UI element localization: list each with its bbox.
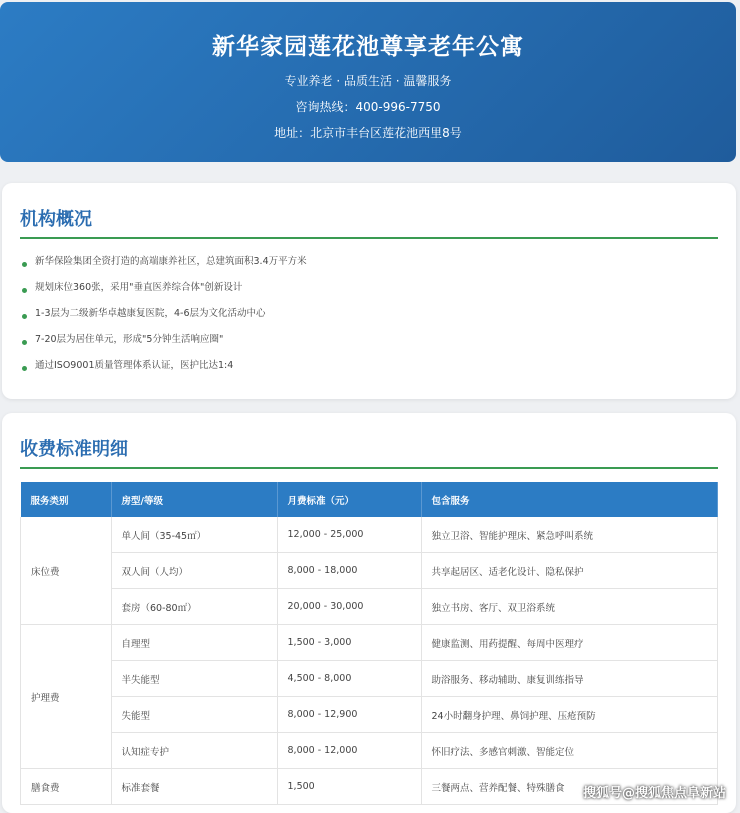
list-item [20, 353, 307, 379]
list-item [20, 301, 307, 327]
table-cell: 8,000 - 12,000 [277, 733, 421, 769]
table-cell: 20,000 - 30,000 [277, 589, 421, 625]
table-cell: 健康监测、用药提醒、每周中医理疗 [421, 625, 718, 661]
table-cell: 失能型 [111, 697, 277, 733]
bullet-icon [22, 262, 27, 267]
hotline-text: 咨询热线：400-996-7750 [295, 100, 441, 114]
table-cell: 12,000 - 25,000 [277, 517, 421, 553]
category-cell: 护理费 [21, 625, 112, 769]
table-cell: 单人间（35-45㎡） [111, 517, 277, 553]
bullet-icon [22, 366, 27, 371]
table-cell: 标准套餐 [111, 769, 277, 805]
table-row [21, 589, 718, 625]
fees-table [20, 482, 718, 805]
fees-divider [20, 467, 718, 469]
table-cell: 三餐两点、营养配餐、特殊膳食 [421, 769, 718, 805]
list-item-text: 7-20层为居住单元，形成"5分钟生活响应圈" [35, 334, 224, 345]
table-cell: 4,500 - 8,000 [277, 661, 421, 697]
table-cell: 8,000 - 18,000 [277, 553, 421, 589]
list-item [20, 249, 307, 275]
table-cell: 套房（60-80㎡） [111, 589, 277, 625]
table-cell: 独立书房、客厅、双卫浴系统 [421, 589, 718, 625]
table-cell: 独立卫浴、智能护理床、紧急呼叫系统 [421, 517, 718, 553]
table-row [21, 661, 718, 697]
bullet-icon [22, 314, 27, 319]
overview-divider [20, 237, 718, 239]
watermark-text: 搜狐号@搜狐焦点阜新站 [582, 786, 726, 801]
overview-list [20, 249, 307, 379]
table-row [21, 517, 718, 553]
list-item-text: 通过ISO9001质量管理体系认证，医护比达1:4 [35, 360, 234, 371]
table-cell: 8,000 - 12,900 [277, 697, 421, 733]
table-cell: 自理型 [111, 625, 277, 661]
table-header-row [21, 482, 718, 517]
table-cell: 半失能型 [111, 661, 277, 697]
page-title: 新华家园莲花池尊享老年公寓 [212, 34, 524, 60]
table-cell: 助浴服务、移动辅助、康复训练指导 [421, 661, 718, 697]
page-subtitle: 专业养老 · 品质生活 · 温馨服务 [284, 74, 452, 88]
table-cell: 1,500 - 3,000 [277, 625, 421, 661]
list-item [20, 327, 307, 353]
table-row [21, 733, 718, 769]
list-item-text: 规划床位360张，采用"垂直医养综合体"创新设计 [35, 282, 243, 293]
bullet-icon [22, 288, 27, 293]
table-cell: 怀旧疗法、多感官刺激、智能定位 [421, 733, 718, 769]
list-item-text: 1-3层为二级新华卓越康复医院，4-6层为文化活动中心 [35, 308, 266, 319]
overview-heading: 机构概况 [20, 209, 92, 230]
fees-heading: 收费标准明细 [20, 439, 128, 460]
list-item [20, 275, 307, 301]
table-row [21, 553, 718, 589]
category-cell: 膳食费 [21, 769, 112, 805]
overview-card [2, 183, 736, 399]
table-cell: 认知症专护 [111, 733, 277, 769]
page-header [0, 2, 736, 162]
category-cell: 床位费 [21, 517, 112, 625]
table-cell: 共享起居区、适老化设计、隐私保护 [421, 553, 718, 589]
table-cell: 1,500 [277, 769, 421, 805]
table-row [21, 697, 718, 733]
column-header: 包含服务 [421, 482, 718, 517]
address-text: 地址：北京市丰台区莲花池西里8号 [274, 126, 462, 140]
column-header: 服务类别 [21, 482, 112, 517]
column-header: 房型/等级 [111, 482, 277, 517]
fees-card [2, 413, 736, 813]
table-row [21, 625, 718, 661]
table-cell: 双人间（人均） [111, 553, 277, 589]
bullet-icon [22, 340, 27, 345]
table-cell: 24小时翻身护理、鼻饲护理、压疮预防 [421, 697, 718, 733]
column-header: 月费标准（元） [277, 482, 421, 517]
list-item-text: 新华保险集团全资打造的高端康养社区，总建筑面积3.4万平方米 [35, 256, 307, 267]
